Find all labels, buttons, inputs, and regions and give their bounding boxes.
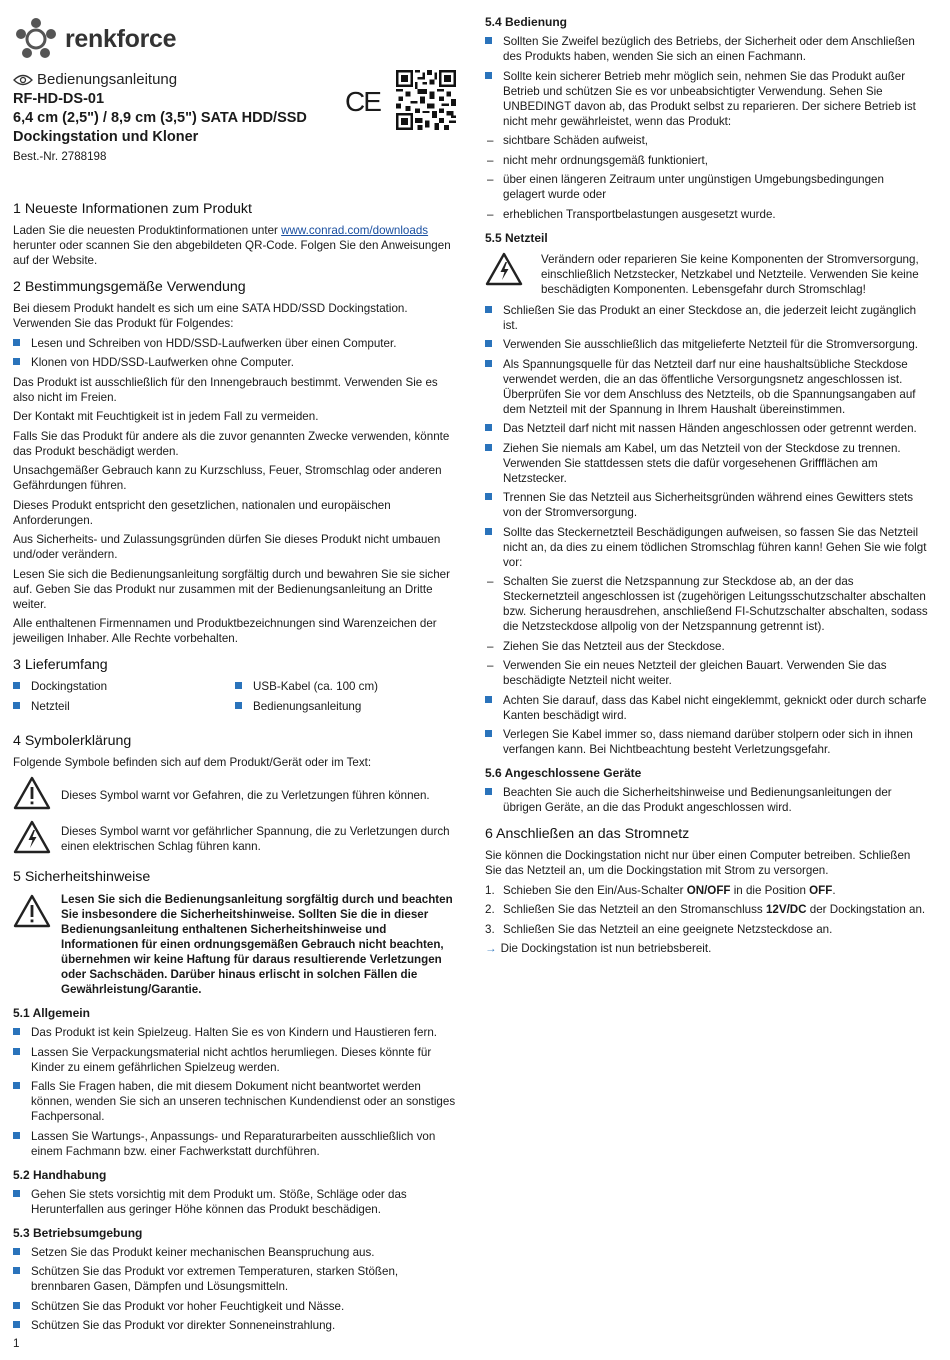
step-text: der Dockingstation an.: [806, 903, 926, 916]
model-number: RF-HD-DS-01: [13, 91, 105, 107]
switch-position: OFF: [809, 883, 833, 897]
section-4-title: 4 Symbolerklärung: [13, 733, 132, 749]
list-item: Netzteil: [13, 699, 235, 714]
section-6-title: 6 Anschließen an das Stromnetz: [485, 826, 690, 842]
delivery-col-2: [235, 679, 457, 718]
s55-list-a: [485, 303, 928, 570]
list-item: Klonen von HDD/SSD-Laufwerken ohne Computer.: [13, 355, 457, 370]
list-item: Verlegen Sie Kabel immer so, dass niemand darüber stolpern oder sich in ihnen verfangen kann. Bei Nichtbeachtung besteht Verletzungsgefahr.: [485, 727, 928, 757]
section-5-1-title: 5.1 Allgemein: [13, 1006, 90, 1020]
s2-use-list: [13, 336, 457, 371]
step-text: Schieben Sie den Ein/Aus-Schalter: [503, 883, 687, 897]
s2-para: Unsachgemäßer Gebrauch kann zu Kurzschluss, Feuer, Stromschlag oder anderen Gefährdungen führen.: [13, 464, 442, 492]
left-column: [13, 0, 457, 1338]
step-text: Schließen Sie das Netzteil an eine geeignete Netzsteckdose an.: [503, 922, 833, 936]
right-column: [485, 14, 928, 961]
downloads-link[interactable]: www.conrad.com/downloads: [281, 224, 429, 237]
list-item: USB-Kabel (ca. 100 cm): [235, 679, 457, 694]
list-item: – sichtbare Schäden aufweist,: [485, 133, 928, 148]
s52-list: [13, 1187, 457, 1217]
warn-voltage-text: Dieses Symbol warnt vor gefährlicher Spannung, die zu Verletzungen durch einen elektrischen Schlag führen kann.: [61, 825, 450, 853]
s6-intro: Sie können die Dockingstation nicht nur über einen Computer betreiben. Schließen Sie das Netzteil an, um die Dockingstation mit Strom zu versorgen.: [485, 849, 911, 877]
list-item: Das Produkt ist kein Spielzeug. Halten Sie es von Kindern und Haustieren fern.: [13, 1025, 457, 1040]
symbol-general-warning: [13, 776, 457, 814]
eye-icon: [13, 74, 33, 86]
section-5-title: 5 Sicherheitshinweise: [13, 869, 151, 885]
list-item: Beachten Sie auch die Sicherheitshinweise und Bedienungsanleitungen der übrigen Geräte, an die das Produkt angeschlossen wird.: [485, 785, 928, 815]
s2-para: Lesen Sie sich die Bedienungsanleitung sorgfältig durch und bewahren Sie sie sicher auf. Geben Sie das Produkt nur zusammen mit der Bedienungsanleitung an Dritte weiter.: [13, 567, 450, 611]
result-line: [485, 941, 928, 956]
list-item: Dockingstation: [13, 679, 235, 694]
s2-para: Dieses Produkt entspricht den gesetzlichen, nationalen und europäischen Anforderungen.: [13, 498, 391, 527]
port-label: 12V/DC: [765, 903, 807, 916]
list-item: Gehen Sie stets vorsichtig mit dem Produkt um. Stöße, Schläge oder das Herunterfallen aus geringer Höhe können das Produkt beschädigen.: [13, 1187, 457, 1217]
s51-list: [13, 1025, 457, 1159]
s53-list: [13, 1245, 457, 1334]
list-item: Ziehen Sie niemals am Kabel, um das Netzteil von der Steckdose zu trennen. Verwenden Sie stattdessen stets die dafür vorgesehenen Griffflächen am Netzstecker.: [485, 441, 928, 486]
s2-para: Aus Sicherheits- und Zulassungsgründen dürfen Sie dieses Produkt nicht umbauen und/oder verändern.: [13, 533, 441, 561]
list-item: Schließen Sie das Produkt an einer Steckdose an, die jederzeit leicht zugänglich ist.: [485, 303, 928, 333]
section-2-title: 2 Bestimmungsgemäße Verwendung: [13, 279, 246, 295]
order-number: Best.-Nr. 2788198: [13, 150, 107, 163]
brand-name: renkforce: [65, 24, 177, 53]
list-item: Lassen Sie Wartungs-, Anpassungs- und Reparaturarbeiten ausschließlich von einem Fachmann bzw. einer Fachwerkstatt durchführen.: [13, 1129, 457, 1159]
list-item: Lassen Sie Verpackungsmaterial nicht achtlos herumliegen. Dieses könnte für Kinder zu einem gefährlichen Spielzeug werden.: [13, 1045, 457, 1075]
s4-intro: Folgende Symbole befinden sich auf dem Produkt/Gerät oder im Text:: [13, 756, 372, 769]
s2-para: Alle enthaltenen Firmennamen und Produktbezeichnungen sind Warenzeichen der jeweiligen Inhaber. Alle Rechte vorbehalten.: [13, 617, 437, 645]
section-5-3-title: 5.3 Betriebsumgebung: [13, 1225, 143, 1240]
list-item: – nicht mehr ordnungsgemäß funktioniert,: [485, 153, 928, 168]
step-text: in die Position: [730, 883, 810, 897]
safety-warning-box: [13, 892, 457, 997]
step-item: [485, 883, 928, 898]
power-supply-warning: [485, 252, 928, 297]
switch-label: ON/OFF: [686, 883, 731, 897]
step-text: Schließen Sie das Netzteil an den Stromanschluss: [503, 903, 766, 916]
doc-type-label: Bedienungsanleitung: [37, 71, 178, 88]
s2-para: Falls Sie das Produkt für andere als die zuvor genannten Zwecke verwenden, könnte das Produkt beschädigt werden.: [13, 429, 450, 458]
section-3-title: 3 Lieferumfang: [13, 657, 108, 673]
s6-steps: [485, 883, 928, 937]
list-item: Als Spannungsquelle für das Netzteil darf nur eine haushaltsübliche Steckdose verwendet werden, die an das öffentliche Versorgungsnetz angeschlossen ist. Überprüfen Sie vor dem Anschluss des Netzteils, ob die Spannungsangaben auf dem Netzteil mit der Spannung in Ihrem Haushalt übereinstimmen.: [485, 357, 928, 417]
s54-dash-list: [485, 133, 928, 222]
document-header: [13, 70, 457, 190]
list-item: Das Netzteil darf nicht mit nassen Händen angeschlossen oder getrennt werden.: [485, 421, 928, 436]
list-item: Verwenden Sie ausschließlich das mitgelieferte Netzteil für die Stromversorgung.: [485, 337, 928, 352]
list-item: Bedienungsanleitung: [235, 699, 457, 714]
s1-text-post: herunter oder scannen Sie den abgebildeten QR-Code. Folgen Sie den Anweisungen auf der Website.: [13, 239, 451, 267]
list-item: – Schalten Sie zuerst die Netzspannung zur Steckdose ab, an der das Steckernetzteil angeschlossen ist (zugehörigen Leitungsschutzschalter abschalten bzw. Sicherung herausdrehen, anschließend FI-Schutzschalter abschalten, sodass die Netzsteckdose allpolig von der Netzspannung getrennt ist).: [485, 574, 928, 634]
step-item: [485, 922, 928, 937]
list-item: Sollte das Steckernetzteil Beschädigungen aufweisen, so fassen Sie das Netzteil nicht an, da dies zu einem tödlichen Stromschlag führen kann! Gehen Sie wie folgt vor:: [485, 525, 928, 570]
s2-intro: Bei diesem Produkt handelt es sich um eine SATA HDD/SSD Dockingstation. Verwenden Sie das Produkt für Folgendes:: [13, 302, 408, 330]
title-line-2: Dockingstation und Kloner: [13, 129, 199, 145]
delivery-contents: [13, 679, 457, 722]
result-text: Die Dockingstation ist nun betriebsbereit.: [500, 942, 712, 955]
list-item: Sollten Sie Zweifel bezüglich des Betriebs, der Sicherheit oder dem Anschließen des Produkts haben, wenden Sie sich an einen Fachmann.: [485, 34, 928, 64]
list-item: Falls Sie Fragen haben, die mit diesem Dokument nicht beantwortet werden können, wenden Sie sich an unseren technischen Kundendienst oder an sonstiges Fachpersonal.: [13, 1079, 457, 1124]
doc-type: [13, 70, 457, 90]
list-item: – erheblichen Transportbelastungen ausgesetzt wurde.: [485, 207, 928, 222]
warning-triangle-icon: [13, 776, 51, 810]
page-number: 1: [13, 1337, 20, 1350]
list-item: – Verwenden Sie ein neues Netzteil der gleichen Bauart. Verwenden Sie das beschädigte Netzteil nicht weiter.: [485, 658, 928, 688]
section-5-2-title: 5.2 Handhabung: [13, 1167, 107, 1182]
electric-shock-icon: [13, 820, 51, 854]
section-1-text: [13, 223, 457, 268]
s54-list: [485, 34, 928, 129]
warning-triangle-icon: [13, 894, 51, 928]
s1-text-pre: Laden Sie die neuesten Produktinformationen unter: [13, 224, 282, 237]
section-5-6-title: 5.6 Angeschlossene Geräte: [485, 766, 642, 780]
s55-dash-list: [485, 574, 928, 688]
list-item: Schützen Sie das Produkt vor hoher Feuchtigkeit und Nässe.: [13, 1299, 457, 1314]
list-item: Setzen Sie das Produkt keiner mechanischen Beanspruchung aus.: [13, 1245, 457, 1260]
list-item: Achten Sie darauf, dass das Kabel nicht eingeklemmt, geknickt oder durch scharfe Kanten beschädigt wird.: [485, 693, 928, 723]
s2-para: Der Kontakt mit Feuchtigkeit ist in jedem Fall zu vermeiden.: [13, 410, 319, 423]
s56-list: [485, 785, 928, 815]
list-item: Schützen Sie das Produkt vor direkter Sonneneinstrahlung.: [13, 1318, 457, 1333]
delivery-col-1: [13, 679, 235, 718]
list-item: Lesen und Schreiben von HDD/SSD-Laufwerken über einen Computer.: [13, 336, 457, 351]
ce-mark: CE: [345, 86, 380, 117]
list-item: Sollte kein sicherer Betrieb mehr möglich sein, nehmen Sie das Produkt außer Betrieb und schützen Sie es vor unbeabsichtigter Verwendung. Sehen Sie UNBEDINGT davon ab, das Produkt selbst zu reparieren. Der sichere Betrieb ist nicht mehr gewährleistet, wenn das Produkt:: [485, 69, 928, 129]
section-1-title: 1 Neueste Informationen zum Produkt: [13, 201, 252, 217]
s55-list-b: [485, 693, 928, 758]
step-number: 1.: [485, 883, 495, 897]
section-5-5-title: 5.5 Netzteil: [485, 230, 548, 245]
list-item: – über einen längeren Zeitraum unter ungünstigen Umgebungsbedingungen gelagert wurde oder: [485, 172, 928, 202]
list-item: Trennen Sie das Netzteil aus Sicherheitsgründen während eines Gewitters stets von der Stromversorgung.: [485, 490, 928, 520]
list-item: – Ziehen Sie das Netzteil aus der Steckdose.: [485, 639, 928, 654]
s2-para: Das Produkt ist ausschließlich für den Innengebrauch bestimmt. Verwenden Sie es also nicht im Freien.: [13, 375, 438, 404]
list-item: Schützen Sie das Produkt vor extremen Temperaturen, starken Stößen, brennbaren Gasen, Dämpfen und Lösungsmitteln.: [13, 1264, 457, 1294]
step-text: .: [832, 883, 836, 897]
renkforce-logo-icon: [13, 16, 59, 62]
step-number: 3.: [485, 922, 495, 936]
step-item: [485, 902, 928, 917]
safety-warning-text: Lesen Sie sich die Bedienungsanleitung sorgfältig durch und beachten Sie insbesondere die Sicherheitshinweise. Sollten Sie die in dieser Bedienungsanleitung enthaltenen Sicherheitshinweise und Informationen für einen ordnungsgemäßen Gebrauch nicht beachten, übernehmen wir keine Haftung für daraus resultierende Verletzungen oder Sachschäden. Darüber hinaus erlischt in solchen Fällen die Gewährleistung/Garantie.: [61, 893, 453, 996]
title-line-1: 6,4 cm (2,5") / 8,9 cm (3,5") SATA HDD/SSD: [13, 110, 307, 126]
power-warning-text: Verändern oder reparieren Sie keine Komponenten der Stromversorgung, einschließlich Netzstecker, Netzkabel und Netzteile. Verwenden Sie keine beschädigten Komponenten. Lebensgefahr durch Stromschlag!: [541, 252, 919, 296]
symbol-voltage-warning: [13, 820, 457, 858]
electric-shock-icon: [485, 252, 523, 286]
step-number: 2.: [485, 903, 495, 916]
qr-code-icon: [396, 70, 456, 130]
warn-general-text: Dieses Symbol warnt vor Gefahren, die zu Verletzungen führen können.: [61, 788, 430, 802]
brand-logo: [13, 14, 457, 64]
section-5-4-title: 5.4 Bedienung: [485, 15, 568, 29]
